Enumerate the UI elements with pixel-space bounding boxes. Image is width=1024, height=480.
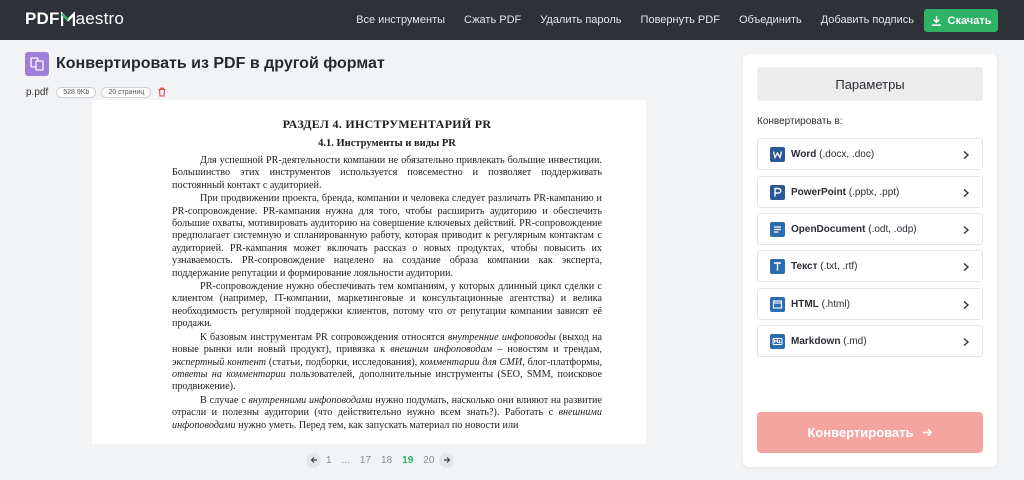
brand-part-1: PDF [25, 9, 60, 28]
doc-paragraph: Для успешной PR-деятельности компании не обязательно привлекать большие инвестиции. Большинство этих инструментов используется повсеместно и позволяет поддерживать постоянный контакт с аудиторией. [172, 155, 602, 191]
panel-title: Параметры [757, 67, 983, 101]
page-link-current[interactable]: 19 [402, 454, 414, 466]
format-ext: (.txt, .rtf) [820, 260, 858, 272]
format-name: Word [791, 148, 817, 160]
page-count-badge: 20 страниц [101, 87, 151, 98]
format-name: OpenDocument [791, 223, 866, 235]
main-nav [337, 0, 914, 40]
convert-to-label: Конвертировать в: [757, 116, 843, 127]
format-ext: (.html) [821, 298, 850, 310]
convert-tool-icon [25, 52, 49, 76]
prev-page-button[interactable] [306, 453, 321, 468]
format-option-powerpoint[interactable] [757, 176, 983, 208]
doc-paragraph: При продвижении проекта, бренда, компании и человека следует различать PR-кампанию и PR-сопровождение. PR-кампания нужна для того, чтобы расширить аудиторию и обеспечить большие охваты, мотивировать аудиторию на совершение ключевых действий. PR-сопровождение предполагает системную и спланированную работу, которая приводит к регулярным контактам с аудиторией. PR-кампания может включать рассказ о новых продуктах, чтобы повысить их узнаваемость. PR-сопровождение нацелено на создание образа компании как эксперта, поддержание репутации и формирование лояльности аудитории. [172, 193, 602, 279]
pagination-ellipsis: ... [341, 454, 350, 466]
format-name: PowerPoint [791, 186, 847, 198]
download-icon [931, 15, 942, 26]
format-ext: (.md) [843, 335, 867, 347]
doc-subheading: 4.1. Инструменты и виды PR [318, 138, 456, 149]
nav-all-tools[interactable]: Все инструменты [356, 14, 446, 26]
brand-part-2: aestro [75, 9, 125, 28]
brand-logo[interactable] [25, 9, 124, 29]
format-ext: (.pptx, .ppt) [848, 186, 900, 198]
format-option-opendocument[interactable] [757, 213, 983, 245]
parameters-panel [743, 54, 997, 467]
convert-label: Конвертировать [807, 425, 914, 440]
page-link-18[interactable]: 18 [381, 454, 393, 466]
arrow-right-icon [443, 456, 451, 464]
page-link-1[interactable]: 1 [326, 454, 332, 466]
doc-heading: РАЗДЕЛ 4. ИНСТРУМЕНТАРИЙ PR [282, 117, 492, 131]
chevron-right-icon [962, 337, 970, 347]
format-ext: (.docx, .doc) [819, 148, 875, 160]
chevron-right-icon [962, 188, 970, 198]
html-icon [770, 297, 785, 312]
powerpoint-icon [770, 185, 785, 200]
format-name: Текст [791, 260, 818, 272]
page-title: Конвертировать из PDF в другой формат [56, 55, 385, 72]
nav-add-signature[interactable]: Добавить подпись [820, 14, 914, 26]
word-icon [770, 147, 785, 162]
opendocument-icon [770, 222, 785, 237]
top-navbar [0, 0, 1024, 40]
convert-button[interactable] [757, 412, 983, 453]
format-name: HTML [791, 298, 819, 310]
pagination [306, 452, 454, 468]
file-info [26, 85, 168, 99]
page-link-20[interactable]: 20 [423, 454, 435, 466]
chevron-right-icon [962, 150, 970, 160]
markdown-icon [770, 334, 785, 349]
format-option-markdown[interactable] [757, 325, 983, 357]
page-link-17[interactable]: 17 [359, 454, 372, 466]
format-option-word[interactable] [757, 138, 983, 170]
doc-paragraph: PR-сопровождение нужно обеспечивать тем компаниям, у которых длинный цикл сделки с клиентом (например, IT-компании, маркетинговые и консультационные агентства) и велика необходимость регулярной поддержки клиентов, потому что от репутации компании зависят её продажи. [172, 281, 602, 330]
text-file-icon [770, 259, 785, 274]
next-page-button[interactable] [439, 453, 454, 468]
nav-remove-password[interactable]: Удалить пароль [540, 14, 622, 26]
chevron-right-icon [962, 225, 970, 235]
file-name: p.pdf [26, 86, 49, 98]
format-option-text[interactable] [757, 250, 983, 282]
doc-paragraph: К базовым инструментам PR сопровождения относятся внутренние инфоповоды (выход на новые рынки или новый продукт), привязка к внешним инфоповодам – новостям и трендам, экспертный контент (статьи, подборки, исследования), комментарии для СМИ, блог-платформы, ответы на комментарии пользователей, дополнительные инструменты (SEO, SMM, поисковое продвижение). [172, 331, 602, 393]
nav-rotate-pdf[interactable]: Повернуть PDF [640, 14, 720, 26]
download-button[interactable] [924, 9, 998, 32]
arrow-left-icon [310, 456, 318, 464]
nav-compress-pdf[interactable]: Сжать PDF [464, 14, 522, 26]
nav-merge[interactable]: Объединить [738, 14, 802, 26]
chevron-right-icon [962, 262, 970, 272]
logo-m-icon [61, 11, 75, 27]
format-option-html[interactable] [757, 288, 983, 320]
document-preview [92, 100, 646, 444]
format-ext: (.odt, .odp) [868, 223, 917, 235]
format-name: Markdown [791, 335, 841, 347]
file-size-badge: 528.9Kb [56, 87, 96, 98]
doc-paragraph: В случае с внутренними инфоповодами нужно подумать, насколько они влияют на развитие отрасли и полезны аудитории (что действительно нужно всем знать?). Работать с внешними инфоповодами нужно уметь. Перед тем, как запускать материал по новости или [172, 394, 602, 431]
delete-file-icon[interactable] [156, 86, 168, 98]
arrow-right-icon [922, 427, 933, 438]
chevron-right-icon [962, 300, 970, 310]
download-label: Скачать [947, 14, 992, 27]
